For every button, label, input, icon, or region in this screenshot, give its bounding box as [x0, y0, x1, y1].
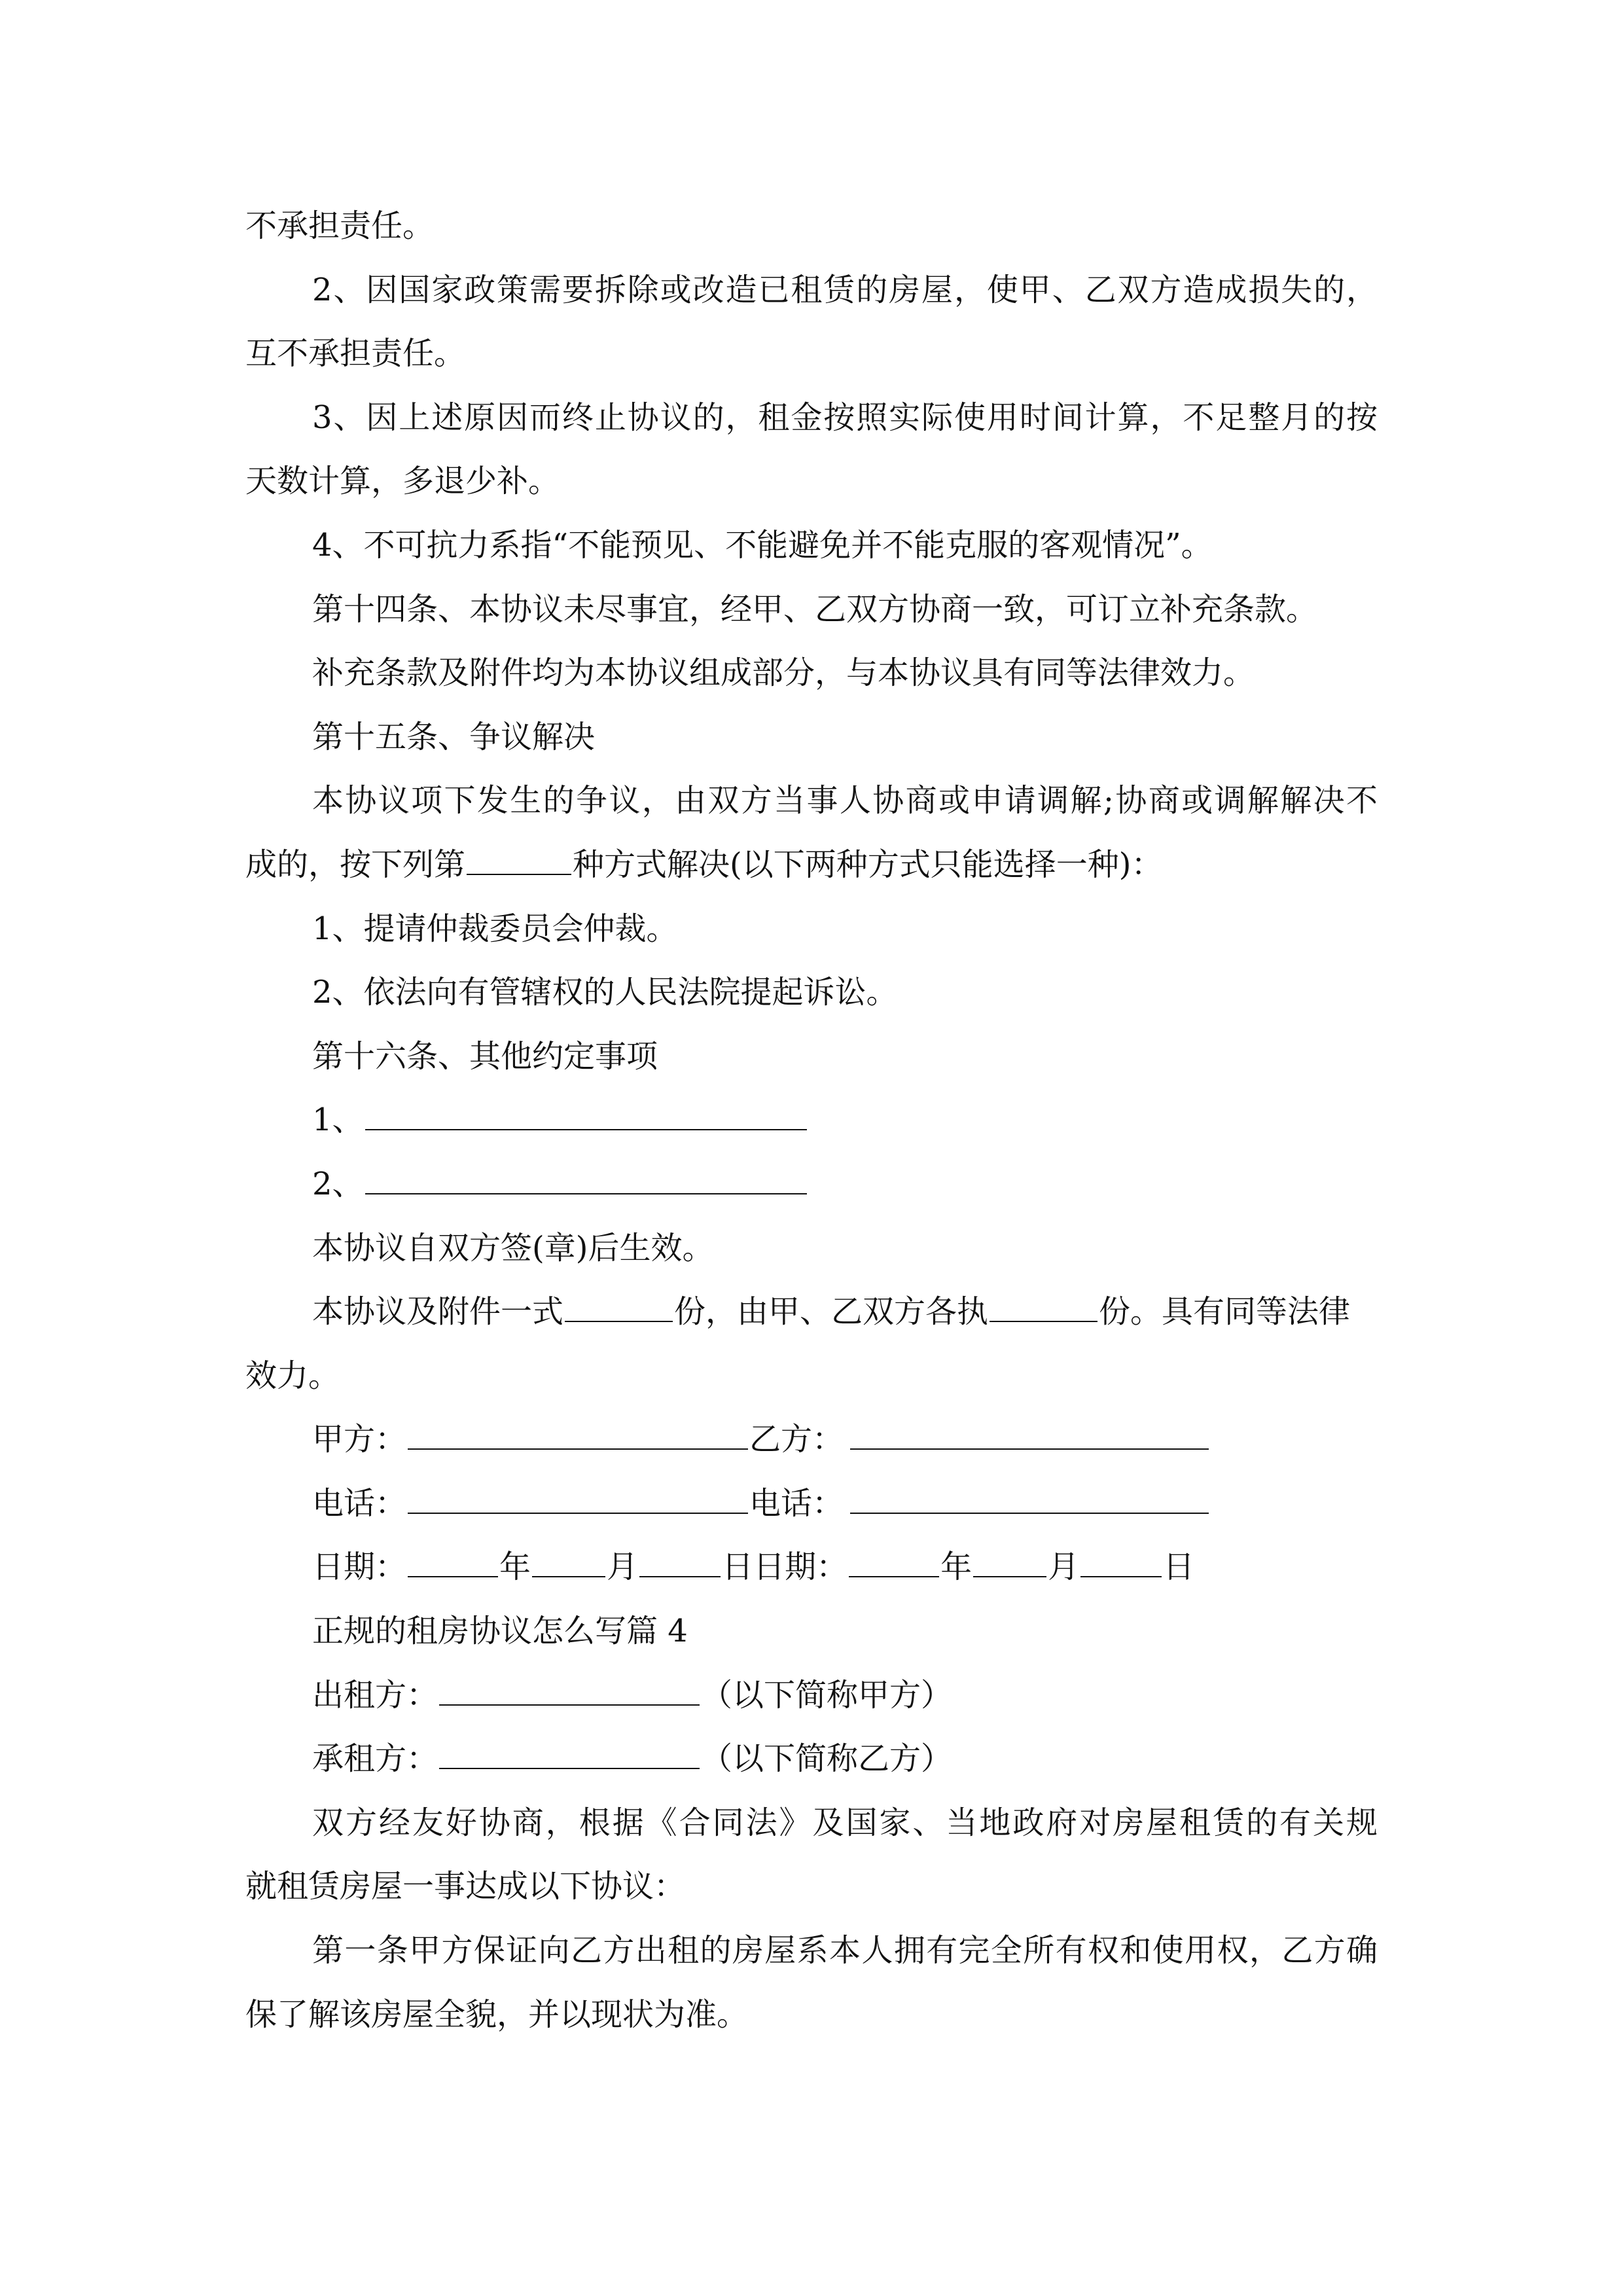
- text: 种方式解决(以下两种方式只能选择一种)：: [573, 846, 1163, 883]
- label: 乙方：: [749, 1421, 844, 1458]
- clause-14: 第十四条、本协议未尽事宜，经甲、乙双方协商一致，可订立补充条款。: [312, 590, 1318, 628]
- effective-clause: 本协议自双方签(章)后生效。: [312, 1229, 714, 1266]
- label: 电话：: [312, 1484, 407, 1522]
- label: 日: [722, 1549, 754, 1586]
- paragraph-line: 互不承担责任。: [245, 335, 466, 372]
- clause-16-item-2: [245, 1153, 1378, 1217]
- year-a-blank[interactable]: [408, 1550, 498, 1577]
- section-title: 正规的租房协议怎么写篇 4: [312, 1613, 688, 1650]
- label: 电话：: [749, 1484, 844, 1522]
- label: 日: [1163, 1549, 1195, 1586]
- lessee-blank[interactable]: [439, 1742, 700, 1769]
- day-b-blank[interactable]: [1080, 1550, 1162, 1577]
- party-a-blank[interactable]: [408, 1422, 748, 1450]
- signature-party-row: [245, 1408, 1378, 1472]
- label: 月: [1048, 1549, 1080, 1586]
- month-a-blank[interactable]: [532, 1550, 605, 1577]
- copies-total-blank[interactable]: [565, 1295, 673, 1322]
- clause-16-heading: 第十六条、其他约定事项: [312, 1037, 658, 1075]
- label: 日期：: [753, 1549, 848, 1586]
- signature-phone-row: [245, 1472, 1378, 1536]
- lessor-row: [245, 1664, 1378, 1728]
- label: 日期：: [312, 1549, 407, 1586]
- lessor-blank[interactable]: [439, 1678, 700, 1706]
- day-a-blank[interactable]: [639, 1550, 721, 1577]
- phone-a-blank[interactable]: [408, 1486, 748, 1514]
- copies-each-blank[interactable]: [990, 1295, 1097, 1322]
- text: 本协议及附件一式: [312, 1293, 564, 1331]
- lessee-row: [245, 1727, 1378, 1791]
- month-b-blank[interactable]: [973, 1550, 1046, 1577]
- clause-13-item-4: 4、不可抗力系指“不能预见、不能避免并不能克服的客观情况”。: [312, 526, 1213, 564]
- paragraph-line: [245, 833, 1378, 897]
- clause-16-item-1: [245, 1088, 1378, 1153]
- text: 份。具有同等法律: [1099, 1293, 1351, 1331]
- clause-15-item-1: 1、提请仲裁委员会仲裁。: [312, 910, 678, 947]
- clause-15-text: 本协议项下发生的争议，由双方当事人协商或申请调解;协商或调解解决不: [312, 782, 1378, 819]
- text: 成的，按下列第: [245, 846, 466, 883]
- label: 出租方：: [312, 1676, 438, 1713]
- article-1-line: 第一条甲方保证向乙方出租的房屋系本人拥有完全所有权和使用权，乙方确: [312, 1932, 1378, 1969]
- preamble-line: 双方经友好协商，根据《合同法》及国家、当地政府对房屋租赁的有关规: [312, 1804, 1378, 1841]
- year-b-blank[interactable]: [849, 1550, 939, 1577]
- clause-15-item-2: 2、依法向有管辖权的人民法院提起诉讼。: [312, 974, 898, 1011]
- copies-clause: [245, 1280, 1378, 1344]
- paragraph-line: 补充条款及附件均为本协议组成部分，与本协议具有同等法律效力。: [312, 655, 1255, 692]
- clause-13-item-2: 2、因国家政策需要拆除或改造已租赁的房屋，使甲、乙双方造成损失的，: [312, 271, 1378, 308]
- method-number-blank[interactable]: [467, 848, 571, 875]
- other-item-1-blank[interactable]: [365, 1103, 807, 1130]
- paragraph-line: 效力。: [245, 1357, 340, 1394]
- text: 份，由甲、乙双方各执: [674, 1293, 989, 1331]
- label: 甲方：: [312, 1421, 407, 1458]
- text: 1、: [312, 1102, 364, 1139]
- party-b-blank[interactable]: [850, 1422, 1209, 1450]
- note: （以下简称乙方）: [701, 1740, 953, 1778]
- label: 年: [940, 1549, 972, 1586]
- other-item-2-blank[interactable]: [365, 1167, 807, 1194]
- text: 2、: [312, 1165, 364, 1202]
- clause-15-heading: 第十五条、争议解决: [312, 718, 596, 755]
- phone-b-blank[interactable]: [850, 1486, 1209, 1514]
- paragraph-line: 天数计算，多退少补。: [245, 463, 560, 500]
- label: 月: [607, 1549, 639, 1586]
- document-page: [245, 194, 1378, 2047]
- article-1-line: 保了解该房屋全貌，并以现状为准。: [245, 1996, 749, 2033]
- label: 年: [499, 1549, 531, 1586]
- signature-date-row: [245, 1535, 1378, 1600]
- note: （以下简称甲方）: [701, 1676, 953, 1713]
- paragraph-line: 不承担责任。: [245, 207, 435, 244]
- clause-13-item-3: 3、因上述原因而终止协议的，租金按照实际使用时间计算，不足整月的按: [312, 399, 1378, 436]
- preamble-line: 就租赁房屋一事达成以下协议：: [245, 1868, 686, 1905]
- label: 承租方：: [312, 1740, 438, 1778]
